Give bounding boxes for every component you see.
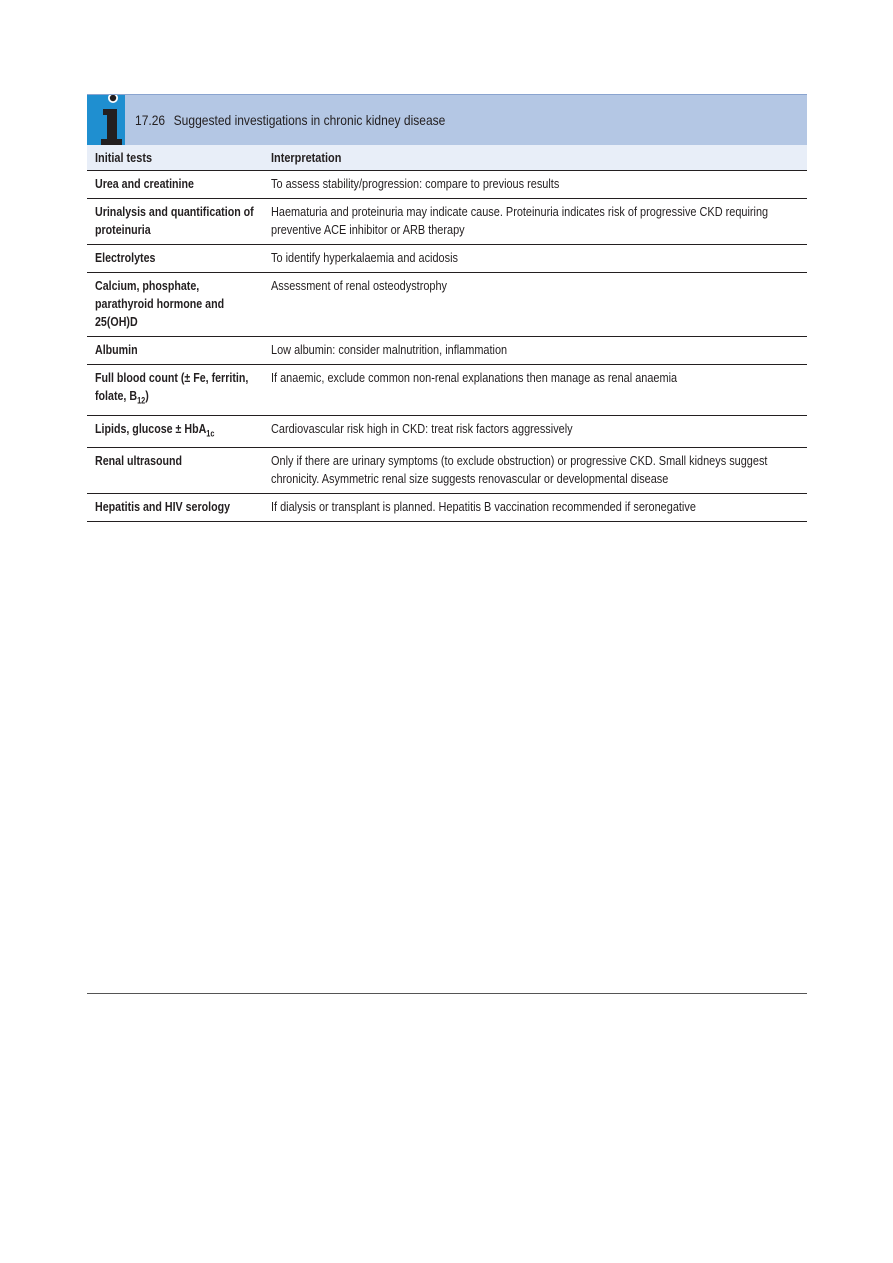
box-number: 17.26 <box>135 112 166 128</box>
table-row <box>87 494 807 522</box>
interpretation-cell: To identify hyperkalaemia and acidosis <box>263 245 807 273</box>
interpretation-cell: Low albumin: consider malnutrition, inflammation <box>263 337 807 365</box>
interpretation-cell: If anaemic, exclude common non-renal explanations then manage as renal anaemia <box>263 365 807 416</box>
test-cell: Hepatitis and HIV serology <box>87 494 263 522</box>
interpretation-cell: Only if there are urinary symptoms (to exclude obstruction) or progressive CKD. Small kidneys suggest chronicity. Asymmetric renal size suggests renovascular or developmental disease <box>263 448 807 494</box>
interpretation-cell: Haematuria and proteinuria may indicate cause. Proteinuria indicates risk of progressive CKD requiring preventive ACE inhibitor or ARB therapy <box>263 199 807 245</box>
test-cell: Urea and creatinine <box>87 171 263 199</box>
column-header-interpretation: Interpretation <box>263 145 807 171</box>
table-row <box>87 171 807 199</box>
table-header-row <box>87 145 807 171</box>
investigations-table <box>87 145 807 522</box>
test-cell: Full blood count (± Fe, ferritin, folate, $B_{12}$) <box>87 365 263 416</box>
test-cell: Renal ultrasound <box>87 448 263 494</box>
page-divider <box>87 993 807 994</box>
test-cell: Lipids, glucose ± HbA$_{1c}$ <box>87 415 263 448</box>
box-header <box>87 94 807 145</box>
test-cell: Urinalysis and quantification of proteinuria <box>87 199 263 245</box>
table-row <box>87 273 807 337</box>
table-row <box>87 337 807 365</box>
table-row <box>87 365 807 416</box>
table-row <box>87 245 807 273</box>
column-header-initial-tests: Initial tests <box>87 145 263 171</box>
box-title <box>135 112 445 128</box>
box-title-text: Suggested investigations in chronic kidney disease <box>173 112 446 128</box>
interpretation-cell: Assessment of renal osteodystrophy <box>263 273 807 337</box>
interpretation-cell: Cardiovascular risk high in CKD: treat risk factors aggressively <box>263 415 807 448</box>
info-box <box>87 94 807 522</box>
test-cell: Electrolytes <box>87 245 263 273</box>
table-row <box>87 199 807 245</box>
test-cell: Albumin <box>87 337 263 365</box>
interpretation-cell: To assess stability/progression: compare to previous results <box>263 171 807 199</box>
test-cell: Calcium, phosphate, parathyroid hormone and 25(OH)D <box>87 273 263 337</box>
table-row <box>87 415 807 448</box>
info-icon <box>87 95 125 145</box>
table-row <box>87 448 807 494</box>
interpretation-cell: If dialysis or transplant is planned. Hepatitis B vaccination recommended if seronegative <box>263 494 807 522</box>
